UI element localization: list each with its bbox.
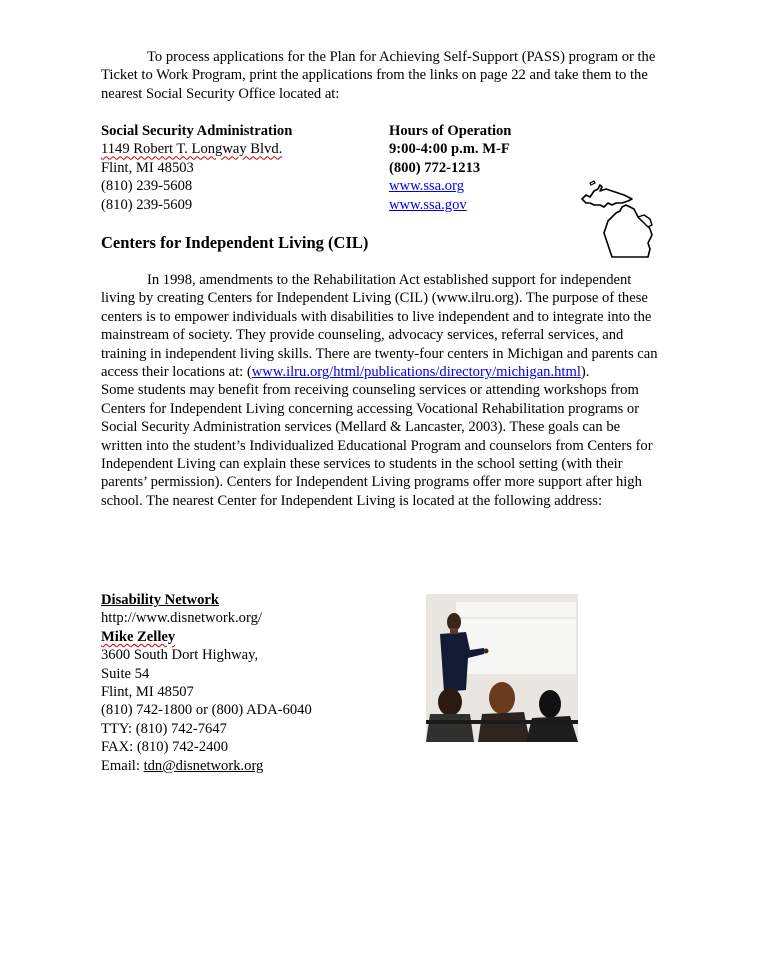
classroom-presentation-photo [426, 594, 578, 742]
hours-phone: (800) 772-1213 [389, 159, 481, 176]
ssa-address-block [101, 122, 371, 214]
network-city: Flint, MI 48507 [101, 684, 194, 701]
intro-paragraph [101, 48, 661, 103]
network-suite: Suite 54 [101, 665, 150, 682]
network-email-label: Email: [101, 757, 144, 774]
ssa-org-link[interactable]: www.ssa.org [389, 178, 464, 195]
ilru-directory-link[interactable]: www.ilru.org/html/publications/directory/michigan.html [251, 364, 581, 381]
ssa-city: Flint, MI 48503 [101, 159, 194, 176]
network-email-link[interactable]: tdn@disnetwork.org [143, 757, 264, 774]
cil-text-before-link: In 1998, amendments to the Rehabilitation Act established support for independent living by creating Centers for Independent Living (CIL) (www.ilru.org). The purpose of these centers is to empower individuals with disabilities to live independent and to integrate into the mainstream of society. They provide counseling, advocacy services, referral services, and training in independent living skills. There are twenty-four centers in Michigan and parents can access their locations at: ( [101, 272, 658, 381]
network-name: Disability Network [101, 592, 219, 608]
intro-text: To process applications for the Plan for Achieving Self-Support (PASS) program or the Ticket to Work Program, print the applications from the links on page 22 and take them to the nearest Social Security Office located at: [101, 49, 656, 102]
hours-block [389, 122, 589, 214]
cil-paragraph-2: Some students may benefit from receiving counseling services or attending workshops from Centers for Independent Living concerning accessing Vocational Rehabilitation programs or Social Security Administration services (Mellard & Lancaster, 2003). These goals can be written into the student’s Individualized Educational Program and counselors from Centers for Independent Living can explain these services to students in the school setting (with their parents’ permission). Centers for Independent Living programs offer more support after high school. The nearest Center for Independent Living is located at the following address: [101, 382, 653, 509]
hours-time: 9:00-4:00 p.m. M-F [389, 141, 510, 158]
ssa-gov-link[interactable]: www.ssa.gov [389, 196, 467, 213]
network-street: 3600 South Dort Highway, [101, 647, 259, 664]
network-fax: FAX: (810) 742-2400 [101, 739, 229, 756]
ssa-phone-2: (810) 239-5609 [101, 196, 193, 213]
cil-text-after-link: ). [580, 364, 590, 381]
network-contact: Mike Zelley [101, 628, 176, 645]
network-tty: TTY: (810) 742-7647 [101, 720, 227, 737]
network-url: http://www.disnetwork.org/ [101, 610, 262, 627]
disability-network-block [101, 591, 401, 775]
hours-heading: Hours of Operation [389, 123, 512, 139]
network-phone: (810) 742-1800 or (800) ADA-6040 [101, 702, 312, 719]
cil-paragraph [101, 271, 661, 510]
ssa-phone-1: (810) 239-5608 [101, 178, 193, 195]
cil-heading: Centers for Independent Living (CIL) [101, 233, 369, 252]
ssa-address: 1149 Robert T. Longway Blvd. [101, 141, 283, 158]
michigan-map-icon [578, 177, 670, 261]
ssa-name: Social Security Administration [101, 123, 293, 139]
